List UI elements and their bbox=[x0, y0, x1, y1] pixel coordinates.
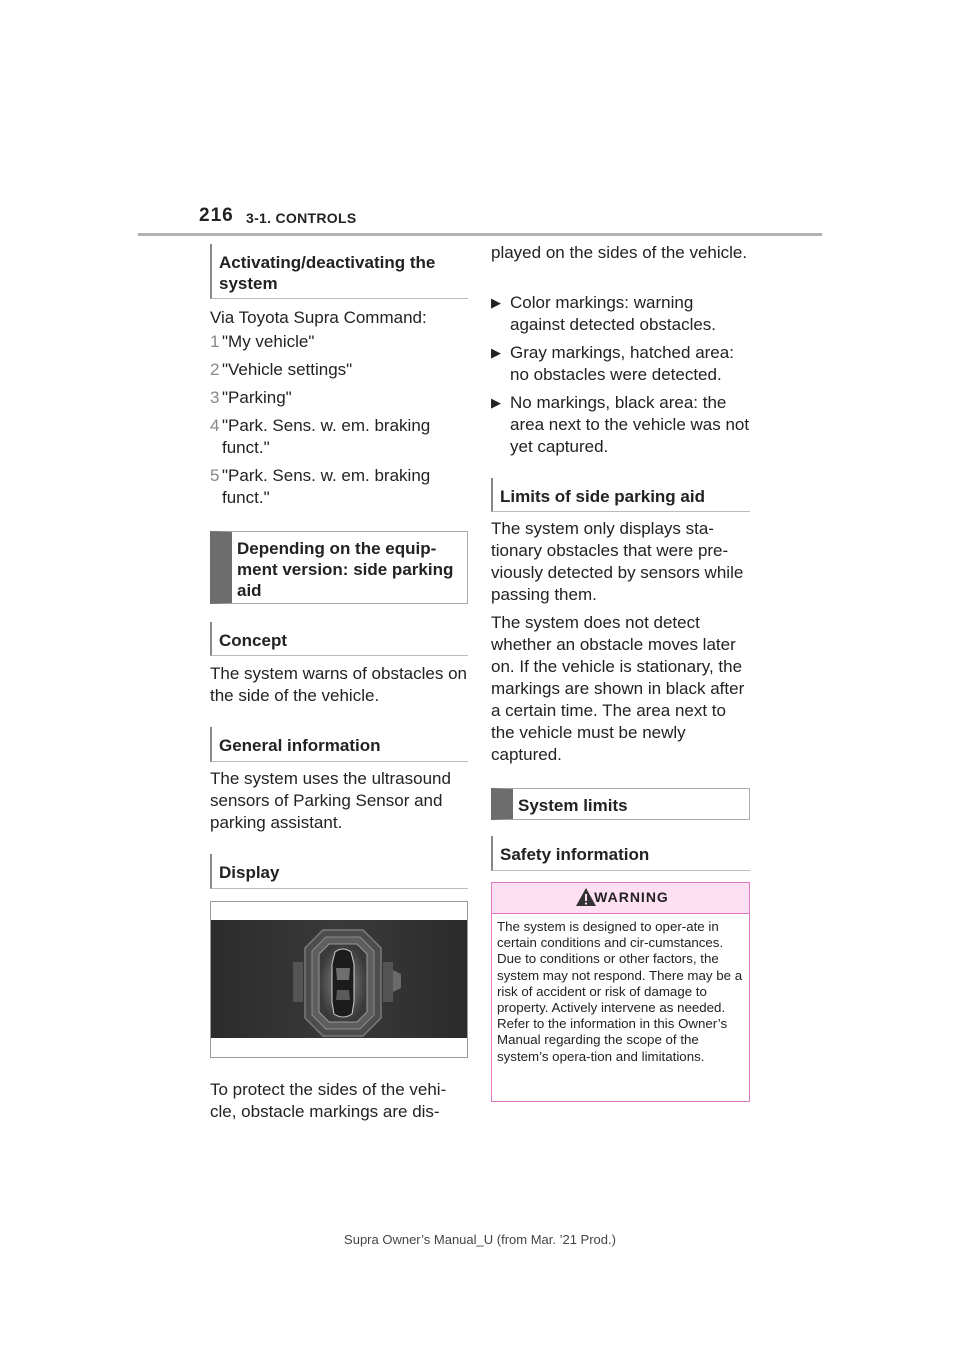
display-text: To protect the sides of the vehi-cle, obstacle markings are dis- bbox=[210, 1080, 447, 1121]
heading-system-limits: System limits bbox=[491, 788, 750, 820]
heading-safety: Safety information bbox=[491, 836, 750, 871]
heading-limits: Limits of side parking aid bbox=[491, 478, 750, 512]
side-parking-display-image bbox=[210, 901, 468, 1058]
via-command-text: Via Toyota Supra Command: bbox=[210, 308, 427, 327]
limits-text-2: The system does not detect whether an obstacle moves later on. If the vehicle is stationary, the markings are shown in black after a certain time. The area next to the vehicle must be newly captured. bbox=[491, 613, 745, 764]
concept-text: The system warns of obstacles on the side of the vehicle. bbox=[210, 664, 468, 705]
step-4: 4 "Park. Sens. w. em. braking funct." bbox=[210, 416, 431, 457]
heading-activating: Activating/deactivating the system bbox=[210, 244, 468, 299]
chapter-title: 3-1. CONTROLS bbox=[246, 210, 357, 226]
heading-general: General information bbox=[210, 727, 468, 762]
page-number: 216 bbox=[199, 205, 234, 226]
warning-text: The system is designed to oper-ate in certain conditions and cir-cumstances. Due to conditions or other factors, the system may not respond. There may be a risk of accident or risk of damage to property. Actively intervene as needed. Refer to the information in this Owner’s Manual regarding the scope of the system’s opera-tion and limitations. bbox=[497, 919, 743, 1064]
warning-title: WARNING bbox=[594, 889, 669, 905]
vehicle-display-illustration bbox=[211, 902, 467, 1057]
limits-text-1: The system only displays sta-tionary obstacles that were pre-viously detected by sensors while passing them. bbox=[491, 519, 744, 604]
header-rule bbox=[138, 233, 822, 236]
bullet-marker-icon: ▶ bbox=[491, 345, 501, 360]
heading-display: Display bbox=[210, 854, 468, 889]
general-text: The system uses the ultrasound sensors of Parking Sensor and parking assistant. bbox=[210, 769, 451, 832]
step-1: 1 "My vehicle" bbox=[210, 332, 315, 351]
warning-box bbox=[491, 882, 750, 1102]
heading-concept: Concept bbox=[210, 622, 468, 656]
step-3: 3 "Parking" bbox=[210, 388, 292, 407]
bullet-marker-icon: ▶ bbox=[491, 295, 501, 310]
bullet-marker-icon: ▶ bbox=[491, 395, 501, 410]
heading-depending: Depending on the equip-ment version: side parking aid bbox=[210, 531, 468, 604]
step-2: 2 "Vehicle settings" bbox=[210, 360, 353, 379]
step-5: 5 "Park. Sens. w. em. braking funct." bbox=[210, 466, 431, 507]
warning-header bbox=[492, 883, 749, 914]
display-text-continued: played on the sides of the vehicle. bbox=[491, 243, 748, 262]
footer-text: Supra Owner’s Manual_U (from Mar. ’21 Prod.) bbox=[344, 1232, 616, 1247]
